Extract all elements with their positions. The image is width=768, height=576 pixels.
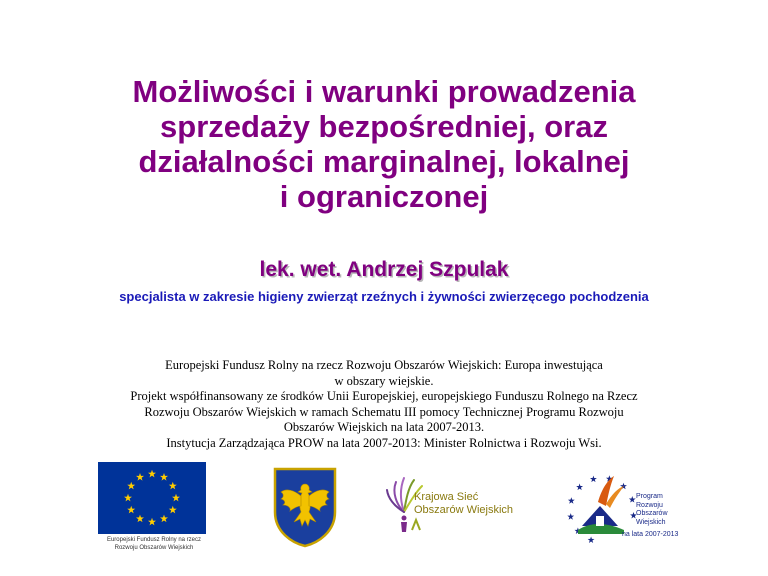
- eu-flag-logo: [98, 462, 206, 534]
- star-icon: [588, 536, 595, 543]
- author-role: specjalista w zakresie higieny zwierząt rzeźnych i żywności zwierzęcego pochodzenia: [119, 289, 649, 304]
- eu-fund-caption: Europejski Fundusz Rolny na rzecz Rozwoju Obszarów Wiejskich: [106, 537, 202, 551]
- prow-logo-text: Program Rozwoju Obszarów Wiejskich: [636, 493, 668, 526]
- star-icon: [568, 497, 575, 504]
- prow-logo-years: na lata 2007-2013: [622, 531, 679, 538]
- coat-of-arms-logo: [272, 466, 338, 548]
- ksow-logo-text: Krajowa Sieć Obszarów Wiejskich: [414, 491, 514, 516]
- star-icon: [590, 476, 597, 483]
- star-icon: [567, 513, 574, 520]
- star-icon: [629, 496, 636, 503]
- funding-statement: Europejski Fundusz Rolny na rzecz Rozwoju Obszarów Wiejskich: Europa inwestująca w obszary wiejskie. Projekt współfinansowany ze środków Unii Europejskiej, europejskiego Funduszu Rolnego na Rzecz Rozwoju Obszarów Wiejskich w ramach Schematu III pomocy Technicznej Programu Rozwoju Obszarów Wiejskich na lata 2007-2013. Instytucja Zarządzająca PROW na lata 2007-2013: Minister Rolnictwa i Rozwoju Wsi.: [130, 358, 638, 450]
- star-icon: [576, 484, 583, 491]
- author-name: lek. wet. Andrzej Szpulak: [259, 258, 509, 281]
- slide-title: Możliwości i warunki prowadzenia sprzedaży bezpośredniej, oraz działalności marginalnej, lokalnej i ograniczonej: [132, 74, 636, 214]
